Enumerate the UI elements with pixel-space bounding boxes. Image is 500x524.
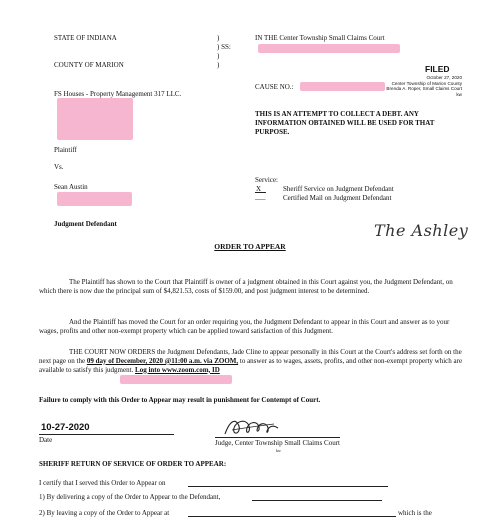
service-label: Service: [255,176,278,184]
sheriff-mark: X [256,185,262,193]
judge-code: kw [276,448,281,453]
filed-code: kw [456,92,462,98]
cause-label: CAUSE NO.: [255,83,294,91]
redaction-box [120,375,232,384]
hearing-date: 09 day of December, 2020 @11:00 a.m. via ZOOM, [86,356,239,365]
mail-mark: ___ [255,193,266,201]
certified-mail: Certified Mail on Judgment Defendant [283,194,392,202]
contempt-warning: Failure to comply with this Order to Appear may result in punishment for Contempt of Court. [39,396,321,404]
court-name: IN THE Center Township Small Claims Court [255,34,385,42]
blank-line [188,516,396,517]
filed-stamp-title: FILED [425,64,450,74]
order-text: THE COURT NOW ORDERS the Judgment Defendants, Jade Cline to appear personally in this Court at the Court's address set forth on the next page on the [39,348,462,365]
defendant-name: Sean Austin [54,183,88,191]
order-text-cont: to answer as to wages, assets, profits, and other non-exempt property which are available to satisfy this judgment. [39,356,463,374]
delivery-line: 1) By delivering a copy of the Order to Appear to the Defendant, [39,493,221,501]
sheriff-service: Sheriff Service on Judgment Defendant [283,185,394,193]
order-date: 10-27-2020 [41,422,90,433]
judge-label: Judge, Center Township Small Claims Court [215,439,340,447]
paragraph-judgment: The Plaintiff has shown to the Court that Plaintiff is owner of a judgment obtained in this Court against you, the Judgment Defendant, on which there is now due the principal sum of $4,821.53, costs of $159.00, and post judgment interest to be determined. [39,278,453,295]
redaction-box [300,82,385,91]
paragraph-motion: And the Plaintiff has moved the Court for an order requiring you, the Judgment Defendant to appear in this Court and answer as to your wages, profits and other non-exempt property which can be applied toward satisfaction of this Judgment. [39,318,450,335]
paragraph-order [39,348,469,374]
handwritten-note: The Ashley [374,221,469,240]
filed-date: October 27, 2020 [426,75,462,80]
defendant-label: Judgment Defendant [54,220,117,228]
filed-line1: Center Township of Marion County [391,80,462,86]
sheriff-return-heading: SHERIFF RETURN OF SERVICE OF ORDER TO APPEAR: [39,460,227,468]
certify-line: I certify that I served this Order to Appear on [39,479,166,487]
caption-paren: ) [217,34,220,42]
ss-label: ) SS: [217,43,231,51]
redaction-box [258,44,400,53]
leave-copy-end: which is the [398,509,432,517]
order-title: ORDER TO APPEAR [214,242,286,251]
blank-line [188,486,388,487]
date-line [39,434,174,435]
debt-notice: THIS IS AN ATTEMPT TO COLLECT A DEBT. ANY INFORMATION OBTAINED WILL BE USED FOR THAT PURPOSE. [255,110,435,137]
vs-label: Vs. [54,163,64,171]
filed-line2: Brenda A. Roper, Small Claims Court [386,86,462,92]
state-label: STATE OF INDIANA [54,34,117,42]
signature-line [215,437,340,438]
blank-line [252,500,382,501]
date-label: Date [39,436,53,444]
plaintiff-label: Plaintiff [54,146,77,154]
zoom-instructions: Log into www.zoom.com, ID [135,365,220,374]
caption-paren: ) [217,61,220,69]
redaction-box [57,98,133,140]
leave-copy-line: 2) By leaving a copy of the Order to Appear at [39,509,170,517]
filed-stamp [372,75,462,98]
caption-paren: ) [217,52,220,60]
county-label: COUNTY OF MARION [54,61,124,69]
plaintiff-name: FS Houses - Property Management 317 LLC. [54,90,182,98]
redaction-box [57,192,132,206]
